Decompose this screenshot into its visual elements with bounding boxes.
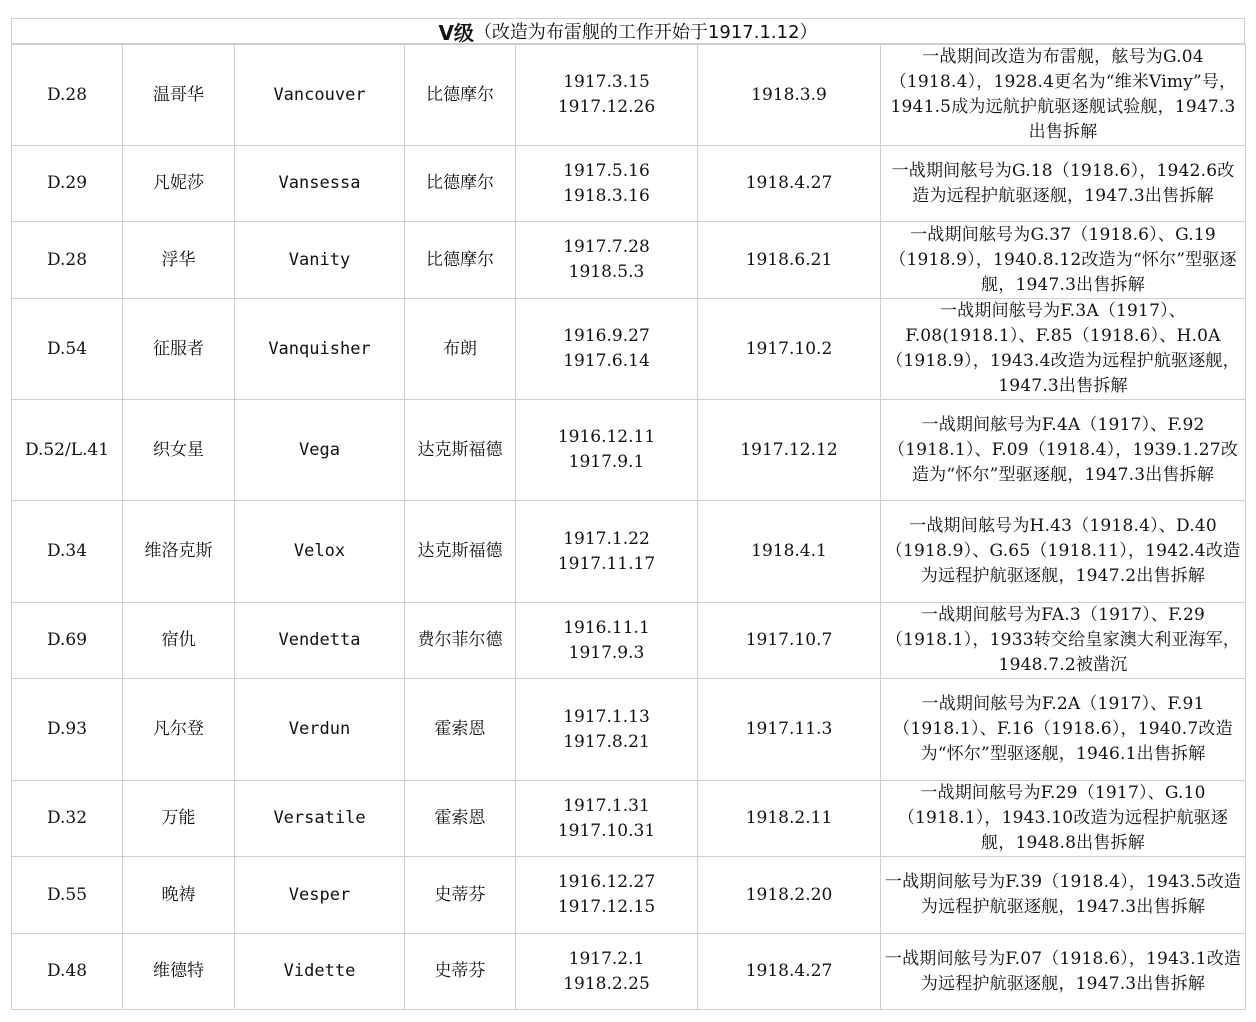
table-body [12, 45, 1246, 1010]
cell-commissioned[interactable]: 1918.3.9 [698, 45, 881, 146]
table-row [12, 299, 1246, 400]
cell-en-name[interactable]: Vesper [235, 857, 405, 934]
cell-dates[interactable] [516, 934, 698, 1010]
title-main: V级 [438, 20, 474, 45]
date-laid-down: 1916.9.27 [563, 326, 650, 346]
cell-note[interactable]: 一战期间舷号为F.2A（1917）、F.91（1918.1）、F.16（1918.6），1940.7改造为“怀尔”型驱逐舰，1946.1出售拆解 [881, 679, 1246, 781]
cell-builder[interactable]: 达克斯福德 [405, 400, 516, 501]
cell-en-name[interactable]: Verdun [235, 679, 405, 781]
cell-builder[interactable]: 比德摩尔 [405, 222, 516, 299]
date-laid-down: 1917.7.28 [563, 237, 650, 257]
table-row [12, 146, 1246, 222]
date-laid-down: 1917.5.16 [563, 160, 650, 181]
date-launched: 1917.11.17 [557, 553, 656, 574]
date-launched: 1917.9.1 [568, 452, 645, 472]
cell-pennant[interactable]: D.28 [12, 222, 123, 299]
table-row [12, 857, 1246, 934]
cell-pennant[interactable]: D.69 [12, 603, 123, 679]
cell-dates[interactable] [516, 781, 698, 857]
cell-dates[interactable] [516, 400, 698, 501]
cell-en-name[interactable]: Vancouver [235, 45, 405, 146]
cell-en-name[interactable]: Vansessa [235, 146, 405, 222]
cell-dates[interactable] [516, 857, 698, 934]
date-laid-down: 1917.2.1 [568, 948, 645, 969]
date-launched: 1917.10.31 [557, 820, 656, 841]
cell-cn-name[interactable]: 晚祷 [123, 857, 235, 934]
cell-commissioned[interactable]: 1918.4.1 [698, 501, 881, 603]
cell-note[interactable]: 一战期间舷号为F.3A（1917）、F.08(1918.1）、F.85（1918.6）、H.0A（1918.9），1943.4改造为远程护航驱逐舰，1947.3出售拆解 [881, 299, 1246, 400]
table-row [12, 603, 1246, 679]
cell-pennant[interactable]: D.93 [12, 679, 123, 781]
cell-commissioned[interactable]: 1917.12.12 [698, 400, 881, 501]
cell-cn-name[interactable]: 万能 [123, 781, 235, 857]
cell-builder[interactable]: 史蒂芬 [405, 934, 516, 1010]
cell-commissioned[interactable]: 1917.10.7 [698, 603, 881, 679]
cell-cn-name[interactable]: 征服者 [123, 299, 235, 400]
cell-pennant[interactable]: D.48 [12, 934, 123, 1010]
cell-cn-name[interactable]: 凡妮莎 [123, 146, 235, 222]
date-laid-down: 1917.3.15 [563, 72, 650, 92]
cell-builder[interactable]: 霍索恩 [405, 781, 516, 857]
cell-cn-name[interactable]: 维德特 [123, 934, 235, 1010]
cell-en-name[interactable]: Vendetta [235, 603, 405, 679]
cell-commissioned[interactable]: 1918.6.21 [698, 222, 881, 299]
cell-pennant[interactable]: D.34 [12, 501, 123, 603]
cell-note[interactable]: 一战期间舷号为F.29（1917）、G.10（1918.1），1943.10改造为远程护航驱逐舰，1948.8出售拆解 [881, 781, 1246, 857]
date-laid-down: 1917.1.31 [563, 795, 650, 816]
date-launched: 1917.9.3 [568, 642, 645, 663]
table-row [12, 45, 1246, 146]
cell-cn-name[interactable]: 凡尔登 [123, 679, 235, 781]
cell-builder[interactable]: 布朗 [405, 299, 516, 400]
cell-pennant[interactable]: D.29 [12, 146, 123, 222]
cell-note[interactable]: 一战期间舷号为H.43（1918.4）、D.40（1918.9）、G.65（1918.11），1942.4改造为远程护航驱逐舰，1947.2出售拆解 [881, 501, 1246, 603]
date-launched: 1918.2.25 [563, 973, 650, 994]
cell-dates[interactable] [516, 299, 698, 400]
cell-builder[interactable]: 达克斯福德 [405, 501, 516, 603]
ship-table [11, 44, 1246, 1010]
cell-dates[interactable] [516, 679, 698, 781]
date-launched: 1917.12.26 [557, 97, 656, 117]
table-title [11, 18, 1245, 44]
cell-cn-name[interactable]: 维洛克斯 [123, 501, 235, 603]
cell-commissioned[interactable]: 1918.2.20 [698, 857, 881, 934]
cell-builder[interactable]: 比德摩尔 [405, 45, 516, 146]
cell-cn-name[interactable]: 浮华 [123, 222, 235, 299]
cell-note[interactable]: 一战期间舷号为F.39（1918.4），1943.5改造为远程护航驱逐舰，1947.3出售拆解 [881, 857, 1246, 934]
table-row [12, 934, 1246, 1010]
table-row [12, 222, 1246, 299]
cell-en-name[interactable]: Vega [235, 400, 405, 501]
cell-en-name[interactable]: Vidette [235, 934, 405, 1010]
cell-cn-name[interactable]: 宿仇 [123, 603, 235, 679]
cell-en-name[interactable]: Velox [235, 501, 405, 603]
cell-note[interactable]: 一战期间舷号为FA.3（1917）、F.29（1918.1），1933转交给皇家澳大利亚海军，1948.7.2被凿沉 [881, 603, 1246, 679]
cell-pennant[interactable]: D.54 [12, 299, 123, 400]
cell-note[interactable]: 一战期间舷号为F.4A（1917）、F.92（1918.1）、F.09（1918.4），1939.1.27改造为“怀尔”型驱逐舰，1947.3出售拆解 [881, 400, 1246, 501]
cell-note[interactable]: 一战期间改造为布雷舰，舷号为G.04（1918.4），1928.4更名为“维米Vimy”号，1941.5成为远航护航驱逐舰试验舰，1947.3出售拆解 [881, 45, 1246, 146]
date-laid-down: 1917.1.13 [563, 706, 650, 727]
cell-dates[interactable] [516, 45, 698, 146]
title-sub: （改造为布雷舰的工作开始于1917.1.12） [473, 22, 818, 43]
cell-cn-name[interactable]: 温哥华 [123, 45, 235, 146]
cell-builder[interactable]: 史蒂芬 [405, 857, 516, 934]
table-row [12, 501, 1246, 603]
cell-commissioned[interactable]: 1917.11.3 [698, 679, 881, 781]
cell-en-name[interactable]: Vanity [235, 222, 405, 299]
cell-dates[interactable] [516, 603, 698, 679]
table-row [12, 781, 1246, 857]
date-laid-down: 1917.1.22 [563, 528, 650, 549]
date-laid-down: 1916.12.11 [557, 427, 656, 447]
spreadsheet [11, 18, 1245, 1010]
date-launched: 1918.5.3 [568, 262, 645, 282]
cell-commissioned[interactable]: 1918.4.27 [698, 934, 881, 1010]
cell-note[interactable]: 一战期间舷号为F.07（1918.6），1943.1改造为远程护航驱逐舰，1947.3出售拆解 [881, 934, 1246, 1010]
cell-builder[interactable]: 比德摩尔 [405, 146, 516, 222]
cell-en-name[interactable]: Versatile [235, 781, 405, 857]
cell-note[interactable]: 一战期间舷号为G.18（1918.6），1942.6改造为远程护航驱逐舰，1947.3出售拆解 [881, 146, 1246, 222]
date-laid-down: 1916.11.1 [563, 617, 650, 638]
date-launched: 1917.8.21 [563, 731, 650, 752]
cell-commissioned[interactable]: 1918.2.11 [698, 781, 881, 857]
cell-cn-name[interactable]: 织女星 [123, 400, 235, 501]
cell-dates[interactable] [516, 222, 698, 299]
cell-dates[interactable] [516, 501, 698, 603]
cell-pennant[interactable]: D.55 [12, 857, 123, 934]
cell-en-name[interactable]: Vanquisher [235, 299, 405, 400]
date-laid-down: 1916.12.27 [557, 872, 656, 892]
cell-builder[interactable]: 霍索恩 [405, 679, 516, 781]
cell-pennant[interactable]: D.28 [12, 45, 123, 146]
table-row [12, 679, 1246, 781]
cell-pennant[interactable]: D.32 [12, 781, 123, 857]
date-launched: 1918.3.16 [563, 185, 650, 206]
table-row [12, 400, 1246, 501]
cell-builder[interactable]: 费尔菲尔德 [405, 603, 516, 679]
cell-dates[interactable] [516, 146, 698, 222]
cell-commissioned[interactable]: 1918.4.27 [698, 146, 881, 222]
cell-commissioned[interactable]: 1917.10.2 [698, 299, 881, 400]
cell-pennant[interactable]: D.52/L.41 [12, 400, 123, 501]
cell-note[interactable]: 一战期间舷号为G.37（1918.6）、G.19（1918.9），1940.8.12改造为“怀尔”型驱逐舰，1947.3出售拆解 [881, 222, 1246, 299]
date-launched: 1917.6.14 [563, 351, 650, 371]
date-launched: 1917.12.15 [557, 897, 656, 917]
